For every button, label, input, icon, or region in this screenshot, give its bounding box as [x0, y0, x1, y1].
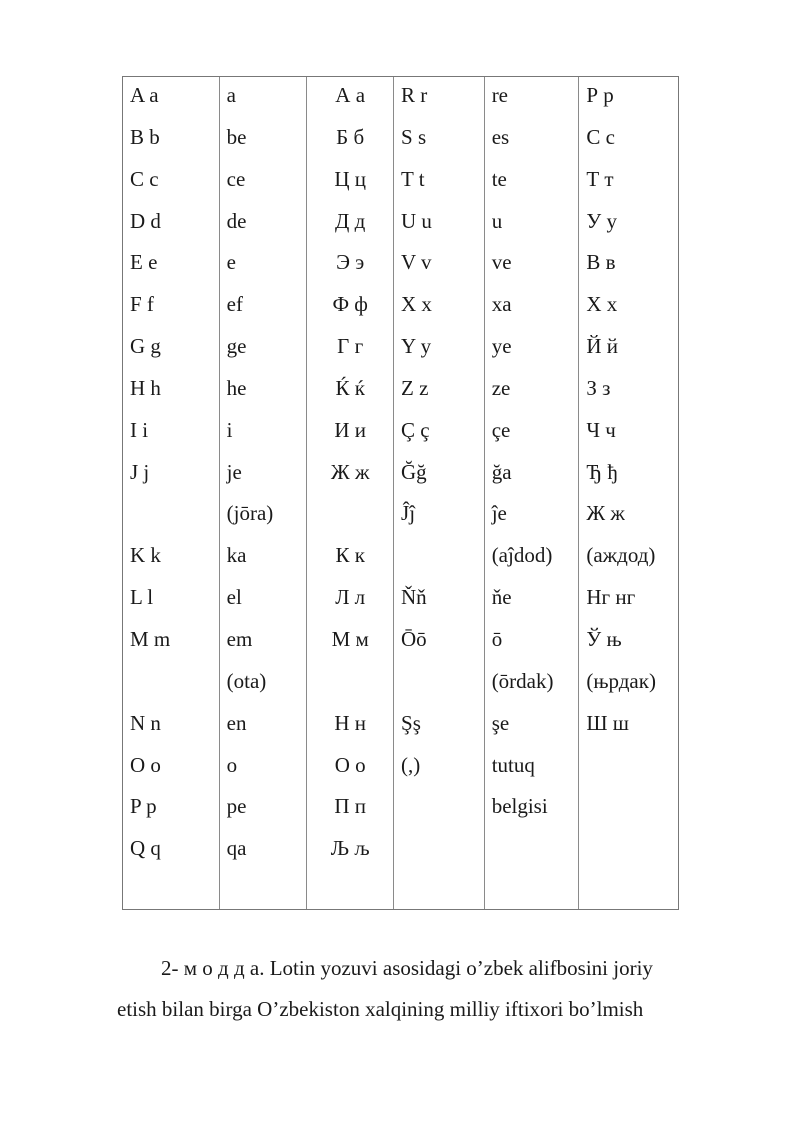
article-paragraph — [117, 948, 742, 1030]
table-cell: Ж ж — [330, 459, 370, 484]
table-cell: (ota) — [226, 668, 267, 693]
table-cell: ye — [491, 334, 512, 359]
table-cell: L l — [130, 585, 154, 610]
table-cell: belgisi — [491, 794, 548, 819]
paragraph-line — [117, 948, 742, 989]
table-cell — [401, 791, 484, 833]
alphabet-table — [122, 76, 679, 910]
table-cell: ňe — [491, 585, 512, 610]
table-cell: C c — [130, 166, 159, 191]
table-cell: je — [226, 459, 242, 484]
table-cell: ğa — [491, 459, 512, 484]
table-cell: be — [226, 124, 247, 149]
table-cell — [401, 540, 484, 582]
table-cell: Ђ ђ — [586, 459, 618, 484]
table-cell: Б б — [336, 124, 365, 149]
table-cell: es — [491, 124, 510, 149]
table-cell: Ç ç — [401, 417, 430, 442]
table-cell — [586, 791, 678, 833]
table-cell: E e — [130, 250, 158, 275]
table-cell — [307, 498, 393, 540]
table-cell: О о — [334, 752, 366, 777]
table-cell: Q q — [130, 836, 161, 861]
table-column-latin-names-2 — [485, 77, 580, 909]
table-cell: en — [226, 710, 247, 735]
table-cell — [586, 750, 678, 792]
table-cell: O o — [130, 752, 161, 777]
table-cell: el — [226, 585, 242, 610]
table-column-cyrillic-letters — [307, 77, 394, 909]
table-cell: Н н — [334, 710, 366, 735]
table-cell: e — [226, 250, 236, 275]
table-cell: G g — [130, 334, 161, 359]
table-cell: N n — [130, 710, 161, 735]
table-cell: Нг нг — [586, 585, 636, 610]
table-cell: Y y — [401, 334, 432, 359]
table-cell: de — [226, 208, 247, 233]
table-cell: В в — [586, 250, 616, 275]
table-cell: Г г — [337, 334, 364, 359]
table-column-latin-names — [220, 77, 308, 909]
table-cell — [586, 833, 678, 875]
table-cell — [130, 666, 219, 708]
table-cell: Ў њ — [586, 626, 622, 651]
table-cell: (аждод) — [586, 543, 656, 568]
table-cell: ō — [491, 626, 503, 651]
table-column-latin-letters-2 — [394, 77, 485, 909]
table-cell: Љ љ — [330, 836, 370, 861]
table-cell: ve — [491, 250, 512, 275]
table-cell: B b — [130, 124, 160, 149]
table-cell: ka — [226, 543, 247, 568]
table-cell: Т т — [586, 166, 614, 191]
table-cell: F f — [130, 292, 154, 317]
table-cell: U u — [401, 208, 432, 233]
table-cell — [401, 833, 484, 875]
table-cell: Ōō — [401, 626, 427, 651]
table-column-cyrillic-letters-2 — [579, 77, 678, 909]
table-cell: Ğğ — [401, 459, 427, 484]
table-cell — [492, 833, 579, 875]
table-cell: Ш ш — [586, 710, 629, 735]
table-cell: te — [491, 166, 507, 191]
table-cell: А а — [335, 83, 366, 107]
table-cell: tutuq — [491, 752, 535, 777]
table-cell: çe — [491, 417, 511, 442]
table-cell: К к — [335, 543, 365, 568]
table-cell: Л л — [335, 585, 366, 610]
table-cell: Х х — [586, 292, 618, 317]
table-cell: Д д — [335, 208, 366, 233]
table-cell: M m — [130, 626, 171, 651]
table-cell: П п — [334, 794, 366, 819]
paragraph-line: etish bilan birga O’zbekiston xalqining milliy iftixori bo’lmish — [117, 997, 644, 1021]
table-cell: A a — [130, 83, 159, 107]
table-cell: P p — [130, 794, 157, 819]
table-cell: Ќ ќ — [335, 375, 365, 400]
table-cell: re — [491, 83, 509, 107]
table-cell: V v — [401, 250, 432, 275]
table-cell: şe — [491, 710, 510, 735]
table-cell: (,) — [401, 752, 421, 777]
table-cell: Ňň — [401, 585, 427, 610]
table-cell: Й й — [586, 334, 618, 359]
table-cell: ze — [491, 375, 511, 400]
paragraph-line-text: 2- м о д д а. Lotin yozuvi asosidagi o’zbek alifbosini joriy — [161, 956, 653, 980]
table-cell: М м — [331, 626, 369, 651]
table-cell: Ц ц — [334, 166, 366, 191]
table-cell: em — [226, 626, 253, 651]
table-cell: ce — [226, 166, 246, 191]
table-cell: D d — [130, 208, 161, 233]
table-cell: R r — [401, 83, 428, 107]
table-cell — [401, 666, 484, 708]
table-cell: У у — [586, 208, 617, 233]
table-cell: Z z — [401, 375, 429, 400]
table-cell: (ōrdak) — [491, 668, 554, 693]
table-cell: K k — [130, 543, 161, 568]
table-cell: ge — [226, 334, 247, 359]
table-cell: X x — [401, 292, 432, 317]
table-cell — [130, 498, 219, 540]
table-cell — [307, 666, 393, 708]
table-cell: u — [491, 208, 503, 233]
table-cell: И и — [334, 417, 366, 442]
table-cell: xa — [491, 292, 512, 317]
table-cell: J j — [130, 459, 150, 484]
table-cell: З з — [586, 375, 611, 400]
table-cell: (jōra) — [226, 501, 274, 526]
table-cell: S s — [401, 124, 427, 149]
table-cell: he — [226, 375, 247, 400]
table-cell: Şş — [401, 710, 421, 735]
table-cell: o — [226, 752, 238, 777]
table-cell: (њрдак) — [586, 668, 656, 693]
table-cell: ĵe — [491, 501, 507, 526]
table-cell: i — [226, 417, 233, 442]
table-cell: Ф ф — [332, 292, 368, 317]
table-cell: I i — [130, 417, 149, 442]
table-cell: Р р — [586, 83, 614, 107]
table-column-latin-letters — [123, 77, 220, 909]
table-cell: pe — [226, 794, 247, 819]
table-cell: Э э — [336, 250, 365, 275]
table-cell: T t — [401, 166, 425, 191]
table-cell: qa — [226, 836, 247, 861]
table-cell: (aĵdod) — [491, 543, 553, 568]
table-cell: a — [226, 83, 236, 107]
table-cell: H h — [130, 375, 161, 400]
table-cell: ef — [226, 292, 243, 317]
table-cell: Ĵĵ — [401, 501, 416, 526]
table-cell: Ч ч — [586, 417, 616, 442]
table-cell: Ж ж — [586, 501, 625, 526]
table-cell: С с — [586, 124, 615, 149]
